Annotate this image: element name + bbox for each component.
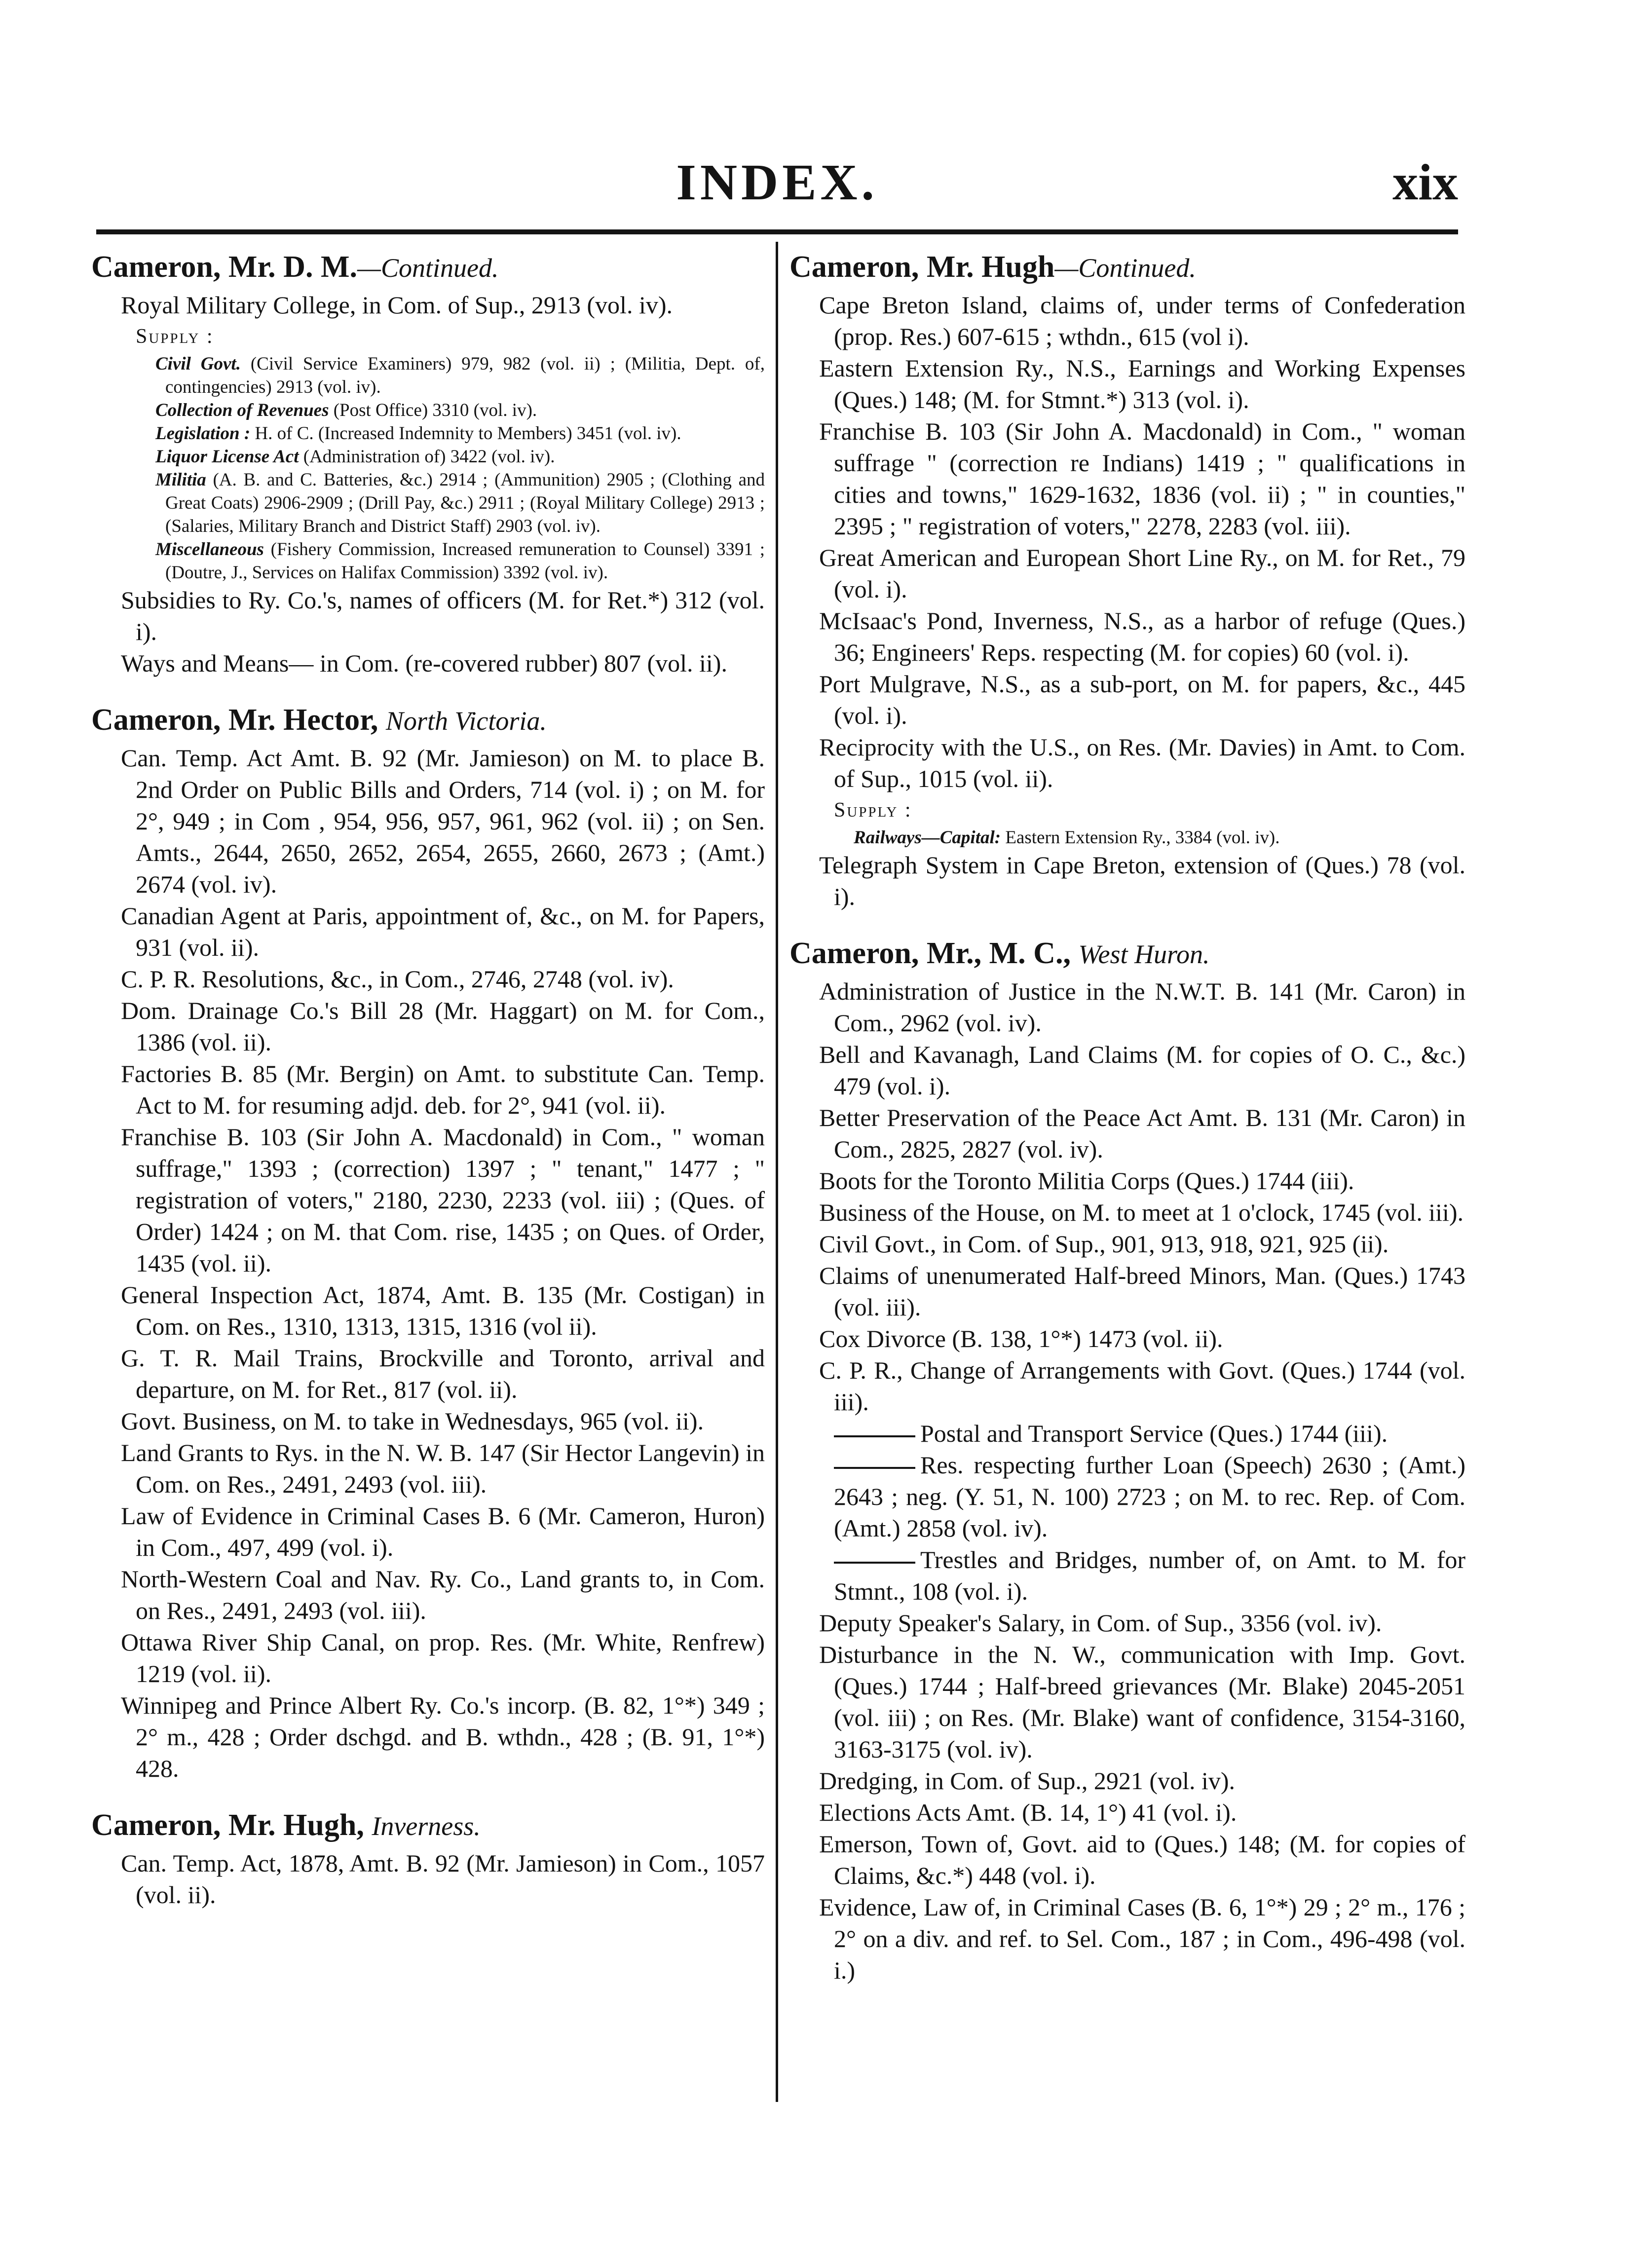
- page-title: INDEX.: [676, 154, 878, 211]
- supply-entry: [155, 422, 765, 445]
- index-entry: Telegraph System in Cape Breton, extension of (Ques.) 78 (vol. i).: [819, 851, 1465, 910]
- index-entry: Land Grants to Rys. in the N. W. B. 147 (Sir Hector Langevin) in Com. on Res., 2491, 2493 (vol. iii).: [121, 1439, 765, 1498]
- dash-sub-entry: [834, 1418, 1465, 1449]
- dash-entry-text: Trestles and Bridges, number of, on Amt. to M. for Stmnt., 108 (vol. i).: [834, 1546, 1465, 1605]
- index-entry: Cape Breton Island, claims of, under terms of Confederation (prop. Res.) 607-615 ; wthdn., 615 (vol i).: [819, 291, 1465, 350]
- ditto-dash: [834, 1467, 915, 1469]
- index-entry: Deputy Speaker's Salary, in Com. of Sup., 3356 (vol. iv).: [819, 1609, 1382, 1637]
- index-entry: Royal Military College, in Com. of Sup., 2913 (vol. iv).: [121, 291, 673, 319]
- left-column: [91, 247, 765, 1911]
- index-entry: Subsidies to Ry. Co.'s, names of officers (M. for Ret.*) 312 (vol. i).: [121, 586, 765, 645]
- heading-continued: —Continued.: [1054, 253, 1196, 283]
- index-heading: [789, 249, 1465, 286]
- index-entry: Can. Temp. Act, 1878, Amt. B. 92 (Mr. Jamieson) in Com., 1057 (vol. ii).: [121, 1849, 765, 1909]
- index-entry: G. T. R. Mail Trains, Brockville and Toronto, arrival and departure, on M. for Ret., 817 (vol. ii).: [121, 1344, 765, 1403]
- index-entry: Administration of Justice in the N.W.T. B. 141 (Mr. Caron) in Com., 2962 (vol. iv).: [819, 977, 1465, 1037]
- index-entry: Boots for the Toronto Militia Corps (Ques.) 1744 (iii).: [819, 1167, 1354, 1195]
- index-heading: [789, 935, 1465, 973]
- heading-name: Cameron, Mr. Hector,: [91, 703, 378, 737]
- index-entry: Great American and European Short Line Ry., on M. for Ret., 79 (vol. i).: [819, 544, 1465, 603]
- heading-riding: West Huron.: [1078, 939, 1210, 969]
- dash-entry-text: Postal and Transport Service (Ques.) 1744 (iii).: [920, 1420, 1388, 1447]
- index-entry: Franchise B. 103 (Sir John A. Macdonald) in Com., " woman suffrage " (correction re Indians) 1419 ; " qualifications in cities and towns," 1629-1632, 1836 (vol. ii) ; " in counties," 2395 ; " registration of voters," 2278, 2283 (vol. iii).: [819, 417, 1465, 540]
- index-entry: Better Preservation of the Peace Act Amt. B. 131 (Mr. Caron) in Com., 2825, 2827 (vol. iv).: [819, 1104, 1465, 1163]
- supply-text: (A. B. and C. Batteries, &c.) 2914 ; (Ammunition) 2905 ; (Clothing and Great Coats) 2906-2909 ; (Drill Pay, &c.) 2911 ; (Royal Military College) 2913 ; (Salaries, Military Branch and District Staff) 2903 (vol. iv).: [165, 470, 765, 536]
- index-entry: Claims of unenumerated Half-breed Minors, Man. (Ques.) 1743 (vol. iii).: [819, 1262, 1465, 1321]
- right-column: [789, 247, 1465, 1986]
- index-entry: General Inspection Act, 1874, Amt. B. 135 (Mr. Costigan) in Com. on Res., 1310, 1313, 1315, 1316 (vol ii).: [121, 1281, 765, 1340]
- supply-label: Supply :: [136, 325, 214, 348]
- heading-name: Cameron, Mr., M. C.,: [789, 937, 1071, 970]
- supply-entry: [155, 468, 765, 538]
- index-entry: Govt. Business, on M. to take in Wednesdays, 965 (vol. ii).: [121, 1407, 704, 1435]
- supply-text: (Fishery Commission, Increased remuneration to Counsel) 3391 ; (Doutre, J., Services on Halifax Commission) 3392 (vol. iv).: [165, 539, 765, 583]
- heading-name: Cameron, Mr. Hugh: [789, 250, 1055, 284]
- index-entry: Elections Acts Amt. (B. 14, 1°) 41 (vol. i).: [819, 1798, 1237, 1826]
- index-heading: [91, 702, 765, 739]
- supply-entry: [155, 538, 765, 584]
- supply-entry: [854, 826, 1465, 849]
- supply-text: (Civil Service Examiners) 979, 982 (vol. ii) ; (Militia, Dept. of, contingencies) 2913 (vol. iv).: [165, 354, 765, 397]
- index-entry: Ways and Means— in Com. (re-covered rubber) 807 (vol. ii).: [121, 649, 727, 677]
- dash-entry-text: Res. respecting further Loan (Speech) 2630 ; (Amt.) 2643 ; neg. (Y. 51, N. 100) 2723 ; on M. to rec. Rep. of Com. (Amt.) 2858 (vol. iv).: [834, 1451, 1465, 1542]
- supply-entry: [155, 399, 765, 422]
- index-entry: Port Mulgrave, N.S., as a sub-port, on M. for papers, &c., 445 (vol. i).: [819, 670, 1465, 729]
- index-entry: Evidence, Law of, in Criminal Cases (B. 6, 1°*) 29 ; 2° m., 176 ; 2° on a div. and ref. to Sel. Com., 187 ; in Com., 496-498 (vol. i.): [819, 1893, 1465, 1984]
- index-entry: C. P. R., Change of Arrangements with Govt. (Ques.) 1744 (vol. iii).: [819, 1356, 1465, 1416]
- index-entry: Dom. Drainage Co.'s Bill 28 (Mr. Haggart) on M. for Com., 1386 (vol. ii).: [121, 997, 765, 1056]
- index-entry: Eastern Extension Ry., N.S., Earnings and Working Expenses (Ques.) 148; (M. for Stmnt.*) 313 (vol. i).: [819, 354, 1465, 413]
- index-entry: Factories B. 85 (Mr. Bergin) on Amt. to substitute Can. Temp. Act to M. for resuming adjd. deb. for 2°, 941 (vol. ii).: [121, 1060, 765, 1119]
- supply-category: Militia: [155, 470, 206, 490]
- index-entry: Ottawa River Ship Canal, on prop. Res. (Mr. White, Renfrew) 1219 (vol. ii).: [121, 1628, 765, 1687]
- index-entry: C. P. R. Resolutions, &c., in Com., 2746, 2748 (vol. iv).: [121, 965, 674, 993]
- ditto-dash: [834, 1562, 915, 1564]
- page-header: [96, 153, 1458, 237]
- index-entry: Reciprocity with the U.S., on Res. (Mr. Davies) in Amt. to Com. of Sup., 1015 (vol. ii).: [819, 733, 1465, 792]
- index-heading: [91, 249, 765, 286]
- index-entry: Emerson, Town of, Govt. aid to (Ques.) 148; (M. for copies of Claims, &c.*) 448 (vol. i).: [819, 1830, 1465, 1889]
- supply-text: (Administration of) 3422 (vol. iv).: [299, 447, 555, 467]
- supply-category: Liquor License Act: [155, 447, 299, 467]
- dash-sub-entry: [834, 1449, 1465, 1544]
- index-entry: Winnipeg and Prince Albert Ry. Co.'s incorp. (B. 82, 1°*) 349 ; 2° m., 428 ; Order dschgd. and B. wthdn., 428 ; (B. 91, 1°*) 428.: [121, 1691, 765, 1782]
- heading-name: Cameron, Mr. Hugh,: [91, 1808, 364, 1842]
- supply-text: (Post Office) 3310 (vol. iv).: [329, 400, 537, 420]
- heading-riding: North Victoria.: [385, 706, 547, 736]
- supply-entry: [155, 352, 765, 399]
- index-entry: Law of Evidence in Criminal Cases B. 6 (Mr. Cameron, Huron) in Com., 497, 499 (vol. i).: [121, 1502, 765, 1561]
- column-divider: [776, 242, 778, 2102]
- ditto-dash: [834, 1435, 915, 1437]
- index-entry: Civil Govt., in Com. of Sup., 901, 913, 918, 921, 925 (ii).: [819, 1230, 1389, 1258]
- supply-category: Collection of Revenues: [155, 400, 329, 420]
- dash-sub-entry: [834, 1544, 1465, 1607]
- supply-category: Railways—Capital:: [854, 827, 1001, 848]
- index-entry: Canadian Agent at Paris, appointment of, &c., on M. for Papers, 931 (vol. ii).: [121, 902, 765, 961]
- heading-riding: Inverness.: [372, 1811, 481, 1841]
- index-entry: Dredging, in Com. of Sup., 2921 (vol. iv).: [819, 1767, 1236, 1795]
- supply-text: H. of C. (Increased Indemnity to Members) 3451 (vol. iv).: [250, 423, 681, 444]
- index-entry: Business of the House, on M. to meet at 1 o'clock, 1745 (vol. iii).: [819, 1199, 1464, 1226]
- index-entry: Bell and Kavanagh, Land Claims (M. for copies of O. C., &c.) 479 (vol. i).: [819, 1041, 1465, 1100]
- supply-entry: [155, 445, 765, 468]
- supply-category: Miscellaneous: [155, 539, 264, 560]
- page-number: xix: [1392, 154, 1458, 211]
- index-entry: North-Western Coal and Nav. Ry. Co., Land grants to, in Com. on Res., 2491, 2493 (vol. iii).: [121, 1565, 765, 1624]
- index-entry: McIsaac's Pond, Inverness, N.S., as a harbor of refuge (Ques.) 36; Engineers' Reps. respecting (M. for copies) 60 (vol. i).: [819, 607, 1465, 666]
- index-heading: [91, 1807, 765, 1844]
- heading-name: Cameron, Mr. D. M.: [91, 250, 357, 284]
- index-entry: Disturbance in the N. W., communication with Imp. Govt. (Ques.) 1744 ; Half-breed grievances (Mr. Blake) 2045-2051 (vol. iii) ; on Res. (Mr. Blake) want of confidence, 3154-3160, 3163-3175 (vol. iv).: [819, 1641, 1465, 1763]
- index-entry: Franchise B. 103 (Sir John A. Macdonald) in Com., " woman suffrage," 1393 ; (correction) 1397 ; " tenant," 1477 ; " registration of voters," 2180, 2230, 2233 (vol. iii) ; (Ques. of Order) 1424 ; on M. that Com. rise, 1435 ; on Ques. of Order, 1435 (vol. ii).: [121, 1123, 765, 1277]
- heading-continued: —Continued.: [357, 253, 499, 283]
- index-entry: Cox Divorce (B. 138, 1°*) 1473 (vol. ii).: [819, 1325, 1223, 1352]
- supply-category: Legislation :: [155, 423, 251, 444]
- supply-label: Supply :: [834, 799, 912, 822]
- index-entry: Can. Temp. Act Amt. B. 92 (Mr. Jamieson) on M. to place B. 2nd Order on Public Bills and Orders, 714 (vol. i) ; on M. for 2°, 949 ; in Com , 954, 956, 957, 961, 962 (vol. ii) ; on Sen. Amts., 2644, 2650, 2652, 2654, 2655, 2660, 2673 ; (Amt.) 2674 (vol. iv).: [121, 744, 765, 898]
- header-rule: [96, 229, 1458, 234]
- supply-text: Eastern Extension Ry., 3384 (vol. iv).: [1001, 827, 1280, 848]
- supply-category: Civil Govt.: [155, 354, 241, 374]
